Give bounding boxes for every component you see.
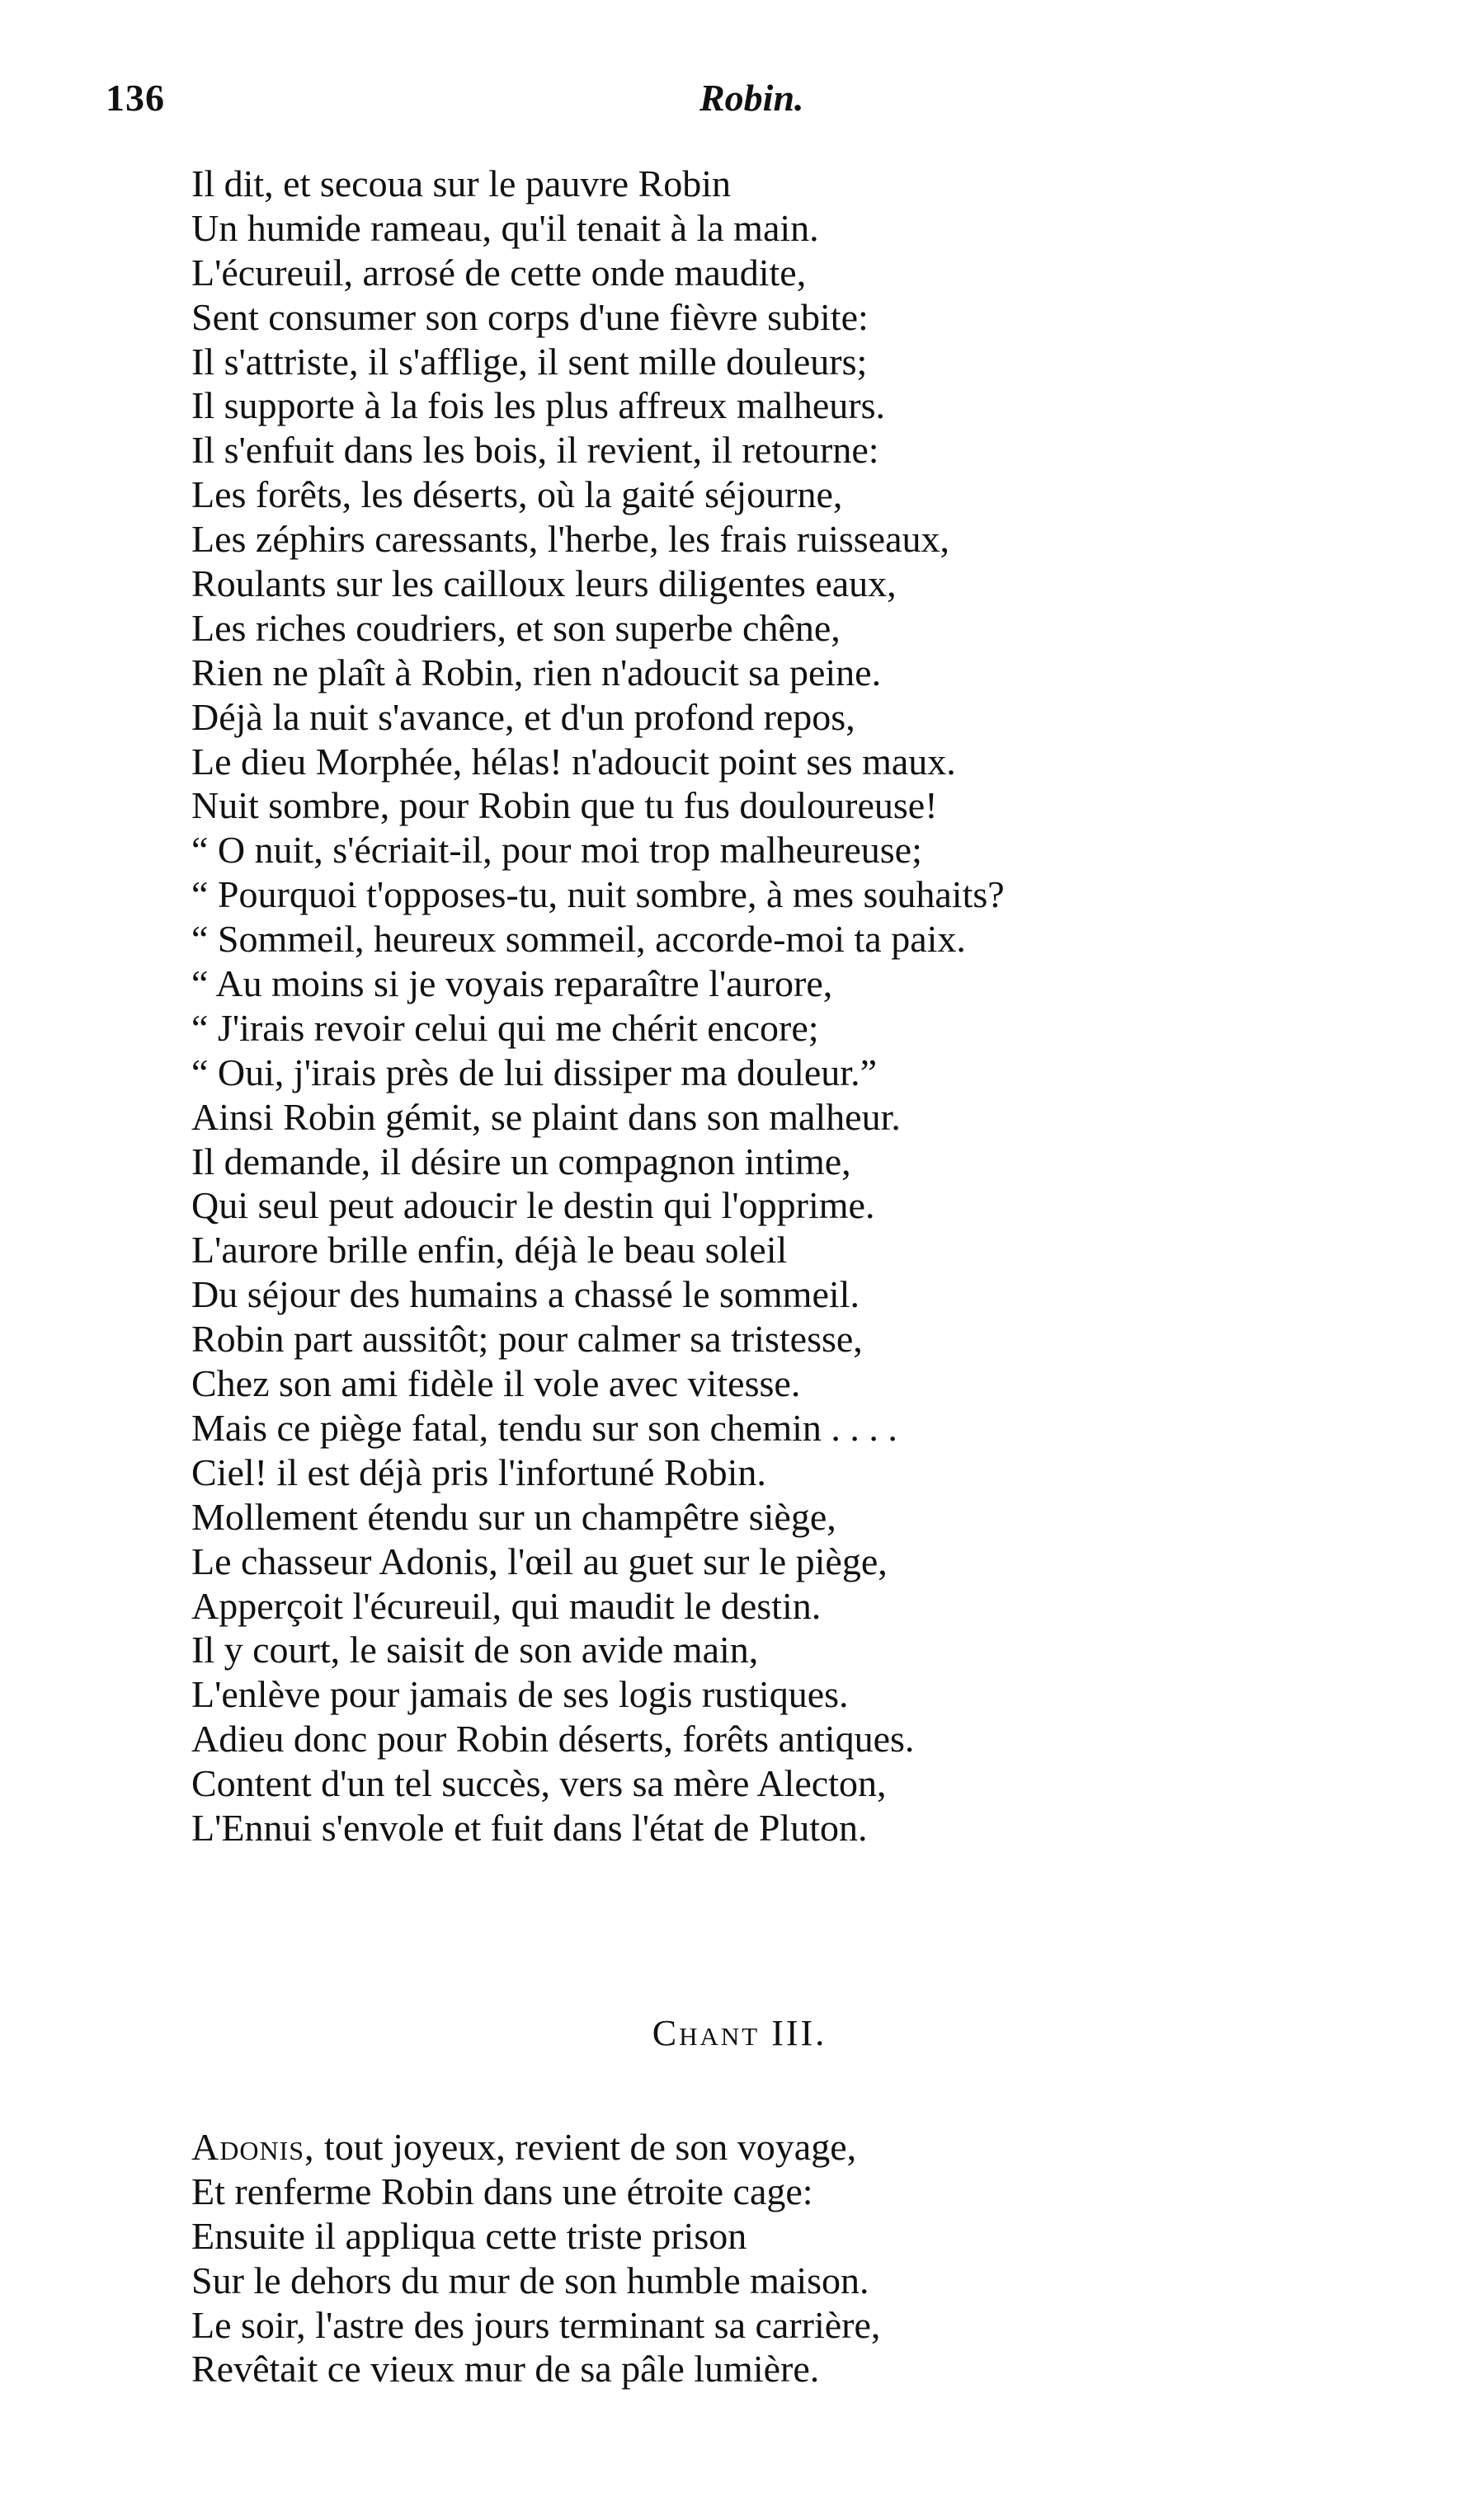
verse-line: “ Au moins si je voyais reparaître l'aurore, (191, 962, 833, 1005)
verse-line: Qui seul peut adoucir le destin qui l'opprime. (191, 1184, 875, 1227)
verse-line: Et renferme Robin dans une étroite cage: (191, 2170, 813, 2212)
verse-line: Ciel! il est déjà pris l'infortuné Robin. (191, 1450, 766, 1493)
verse-line: Rien ne plaît à Robin, rien n'adoucit sa peine. (191, 651, 882, 693)
verse-line: Content d'un tel succès, vers sa mère Alecton, (191, 1762, 887, 1805)
verse-line: Chez son ami fidèle il vole avec vitesse. (191, 1362, 801, 1405)
verse-line: “ Sommeil, heureux sommeil, accorde-moi ta paix. (191, 918, 966, 961)
verse-line: Le dieu Morphée, hélas! n'adoucit point ses maux. (191, 740, 956, 783)
verse-line: Apperçoit l'écureuil, qui maudit le destin. (191, 1584, 822, 1627)
verse-line: L'enlève pour jamais de ses logis rustiques. (191, 1673, 849, 1716)
verse-line: Il s'enfuit dans les bois, il revient, il retourne: (191, 429, 879, 472)
verse-line: Un humide rameau, qu'il tenait à la main. (191, 206, 819, 249)
verse-line: L'Ennui s'envole et fuit dans l'état de Pluton. (191, 1806, 868, 1849)
running-title: Robin. (699, 77, 804, 119)
verse-line: Nuit sombre, pour Robin que tu fus douloureuse! (191, 784, 938, 827)
verse-line: Les forêts, les déserts, où la gaité séjourne, (191, 473, 843, 516)
verse-line: Du séjour des humains a chassé le sommeil. (191, 1273, 860, 1316)
verse-block-main (191, 162, 1387, 1850)
verse-line: “ Pourquoi t'opposes-tu, nuit sombre, à mes souhaits? (191, 873, 1005, 916)
verse-line: Adieu donc pour Robin déserts, forêts antiques. (191, 1718, 915, 1761)
verse-line: Les zéphirs caressants, l'herbe, les frais ruisseaux, (191, 518, 950, 561)
verse-line: Il dit, et secoua sur le pauvre Robin (191, 162, 732, 205)
verse-line: Ainsi Robin gémit, se plaint dans son malheur. (191, 1095, 901, 1138)
verse-line: “ J'irais revoir celui qui me chérit encore; (191, 1006, 819, 1049)
opening-word: Adonis, (191, 2126, 315, 2168)
verse-line: Il demande, il désire un compagnon intime, (191, 1140, 851, 1182)
chant-heading: Chant III. (652, 2013, 827, 2053)
verse-line: Sent consumer son corps d'une fièvre subite: (191, 295, 869, 338)
verse-line: “ Oui, j'irais près de lui dissiper ma douleur.” (191, 1051, 877, 1093)
verse-line: Roulants sur les cailloux leurs diligentes eaux, (191, 562, 897, 605)
verse-line: “ O nuit, s'écriait-il, pour moi trop malheureuse; (191, 829, 922, 872)
verse-line: Robin part aussitôt; pour calmer sa tristesse, (191, 1318, 863, 1361)
verse-block-chant (191, 2125, 1387, 2391)
verse-line: Il s'attriste, il s'afflige, il sent mille douleurs; (191, 340, 868, 383)
verse-line: L'écureuil, arrosé de cette onde maudite, (191, 251, 807, 294)
verse-line: Les riches coudriers, et son superbe chêne, (191, 606, 841, 649)
verse-line: Le soir, l'astre des jours terminant sa carrière, (191, 2303, 881, 2346)
verse-line: Revêtait ce vieux mur de sa pâle lumière. (191, 2348, 820, 2391)
verse-line: Il supporte à la fois les plus affreux malheurs. (191, 384, 885, 427)
first-line-text: tout joyeux, revient de son voyage, (314, 2126, 857, 2168)
running-head (106, 76, 1392, 125)
verse-line: Déjà la nuit s'avance, et d'un profond repos, (191, 695, 855, 738)
verse-line: L'aurore brille enfin, déjà le beau soleil (191, 1229, 788, 1272)
verse-line: Le chasseur Adonis, l'œil au guet sur le piège, (191, 1540, 888, 1582)
verse-line: Mollement étendu sur un champêtre siège, (191, 1495, 836, 1538)
verse-line: Mais ce piège fatal, tendu sur son chemin . . . . (191, 1406, 897, 1449)
page-number: 136 (106, 77, 165, 119)
verse-line: Sur le dehors du mur de son humble maison. (191, 2259, 869, 2301)
verse-line-first (191, 2125, 1387, 2170)
verse-line: Ensuite il appliqua cette triste prison (191, 2214, 747, 2257)
verse-line: Il y court, le saisit de son avide main, (191, 1629, 759, 1671)
